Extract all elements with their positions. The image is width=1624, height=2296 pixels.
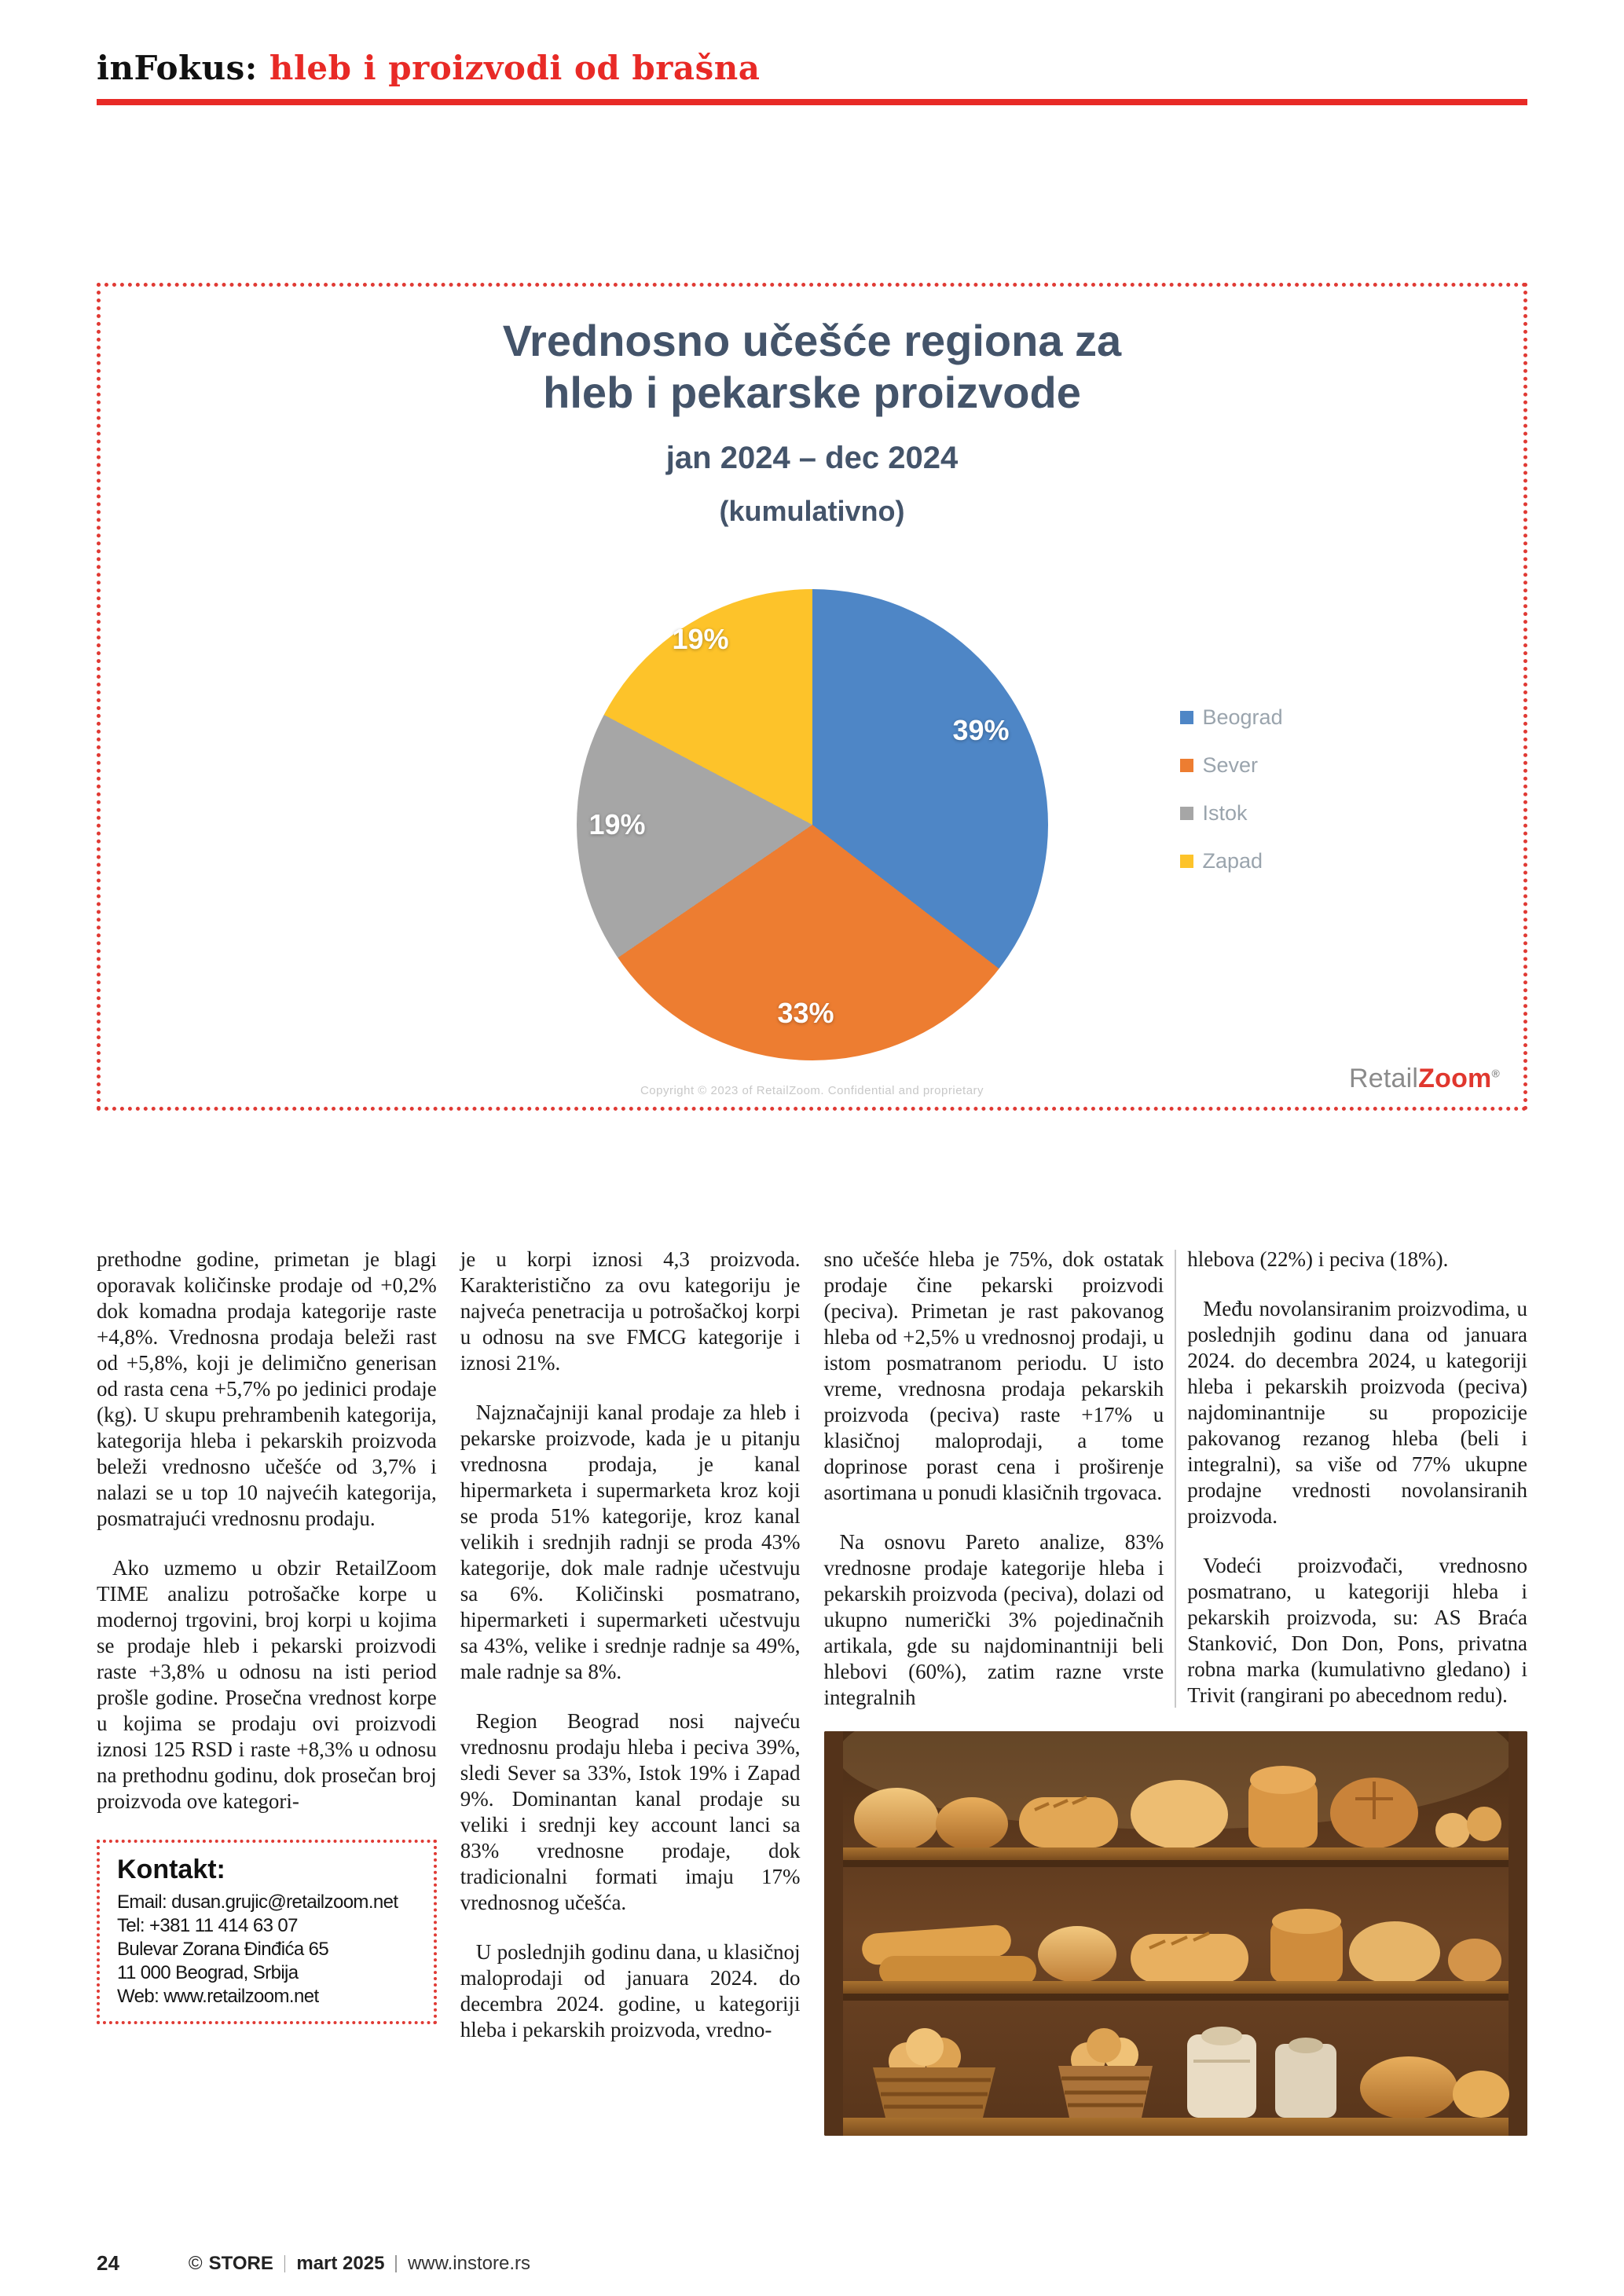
page-title-topic: hleb i proizvodi od brašna (257, 49, 761, 87)
chart-subtitle: jan 2024 – dec 2024 (665, 441, 959, 476)
legend-swatch (1180, 855, 1193, 868)
chart-panel (97, 283, 1527, 1111)
page-footer (97, 2251, 1527, 2276)
article-column-3 (824, 1247, 1164, 1711)
paragraph: Vodeći proizvođači, vrednosno posmatrano, u kategoriji hleba i pekarskih proizvoda, su: AS Braća Stanković, Don Don, Pons, privatna robna marka (kumulativno gledano) i Trivit (rangirani po abecednom redu). (1187, 1554, 1527, 1708)
page-title-prefix: inFokus: (97, 49, 258, 87)
footer-brand: STORE (208, 2252, 273, 2274)
chart-footnote: Copyright © 2023 of RetailZoom. Confidential and proprietary (640, 1084, 984, 1098)
legend-swatch (1180, 711, 1193, 724)
pie-chart (577, 589, 1048, 1060)
footer-issue: mart 2025 (296, 2252, 385, 2274)
pie-slice-label: 33% (777, 997, 834, 1030)
paragraph: Najznačajniji kanal prodaje za hleb i pekarske proizvode, kada je u pitanju vrednosna prodaja, je kanal hipermarketa i supermarketa kroz koji se proda 51% kategorije, kroz kanal velikih i srednjih radnji se proda 43% kategorije, dok male radnje učestvuju sa 6%. Količinski posmatrano, hipermarketi i supermarketi učestvuju sa 43%, velike i srednje radnje sa 49%, male radnje sa 8%. (460, 1401, 801, 1684)
bakery-photo-cell (824, 1731, 1528, 2136)
legend-swatch (1180, 807, 1193, 820)
legend-item (1180, 753, 1283, 778)
article-body (97, 1247, 1527, 2136)
chart-legend (1180, 705, 1283, 873)
footer-website: www.instore.rs (407, 2252, 530, 2274)
contact-box (97, 1840, 437, 2024)
footer-divider (395, 2255, 397, 2272)
paragraph: je u korpi iznosi 4,3 proizvoda. Karakteristično za ovu kategoriju je najveća penetracija u potrošačkoj korpi u odnosu na sve FMCG kategorije i iznosi 21%. (460, 1247, 801, 1375)
legend-item (1180, 705, 1283, 730)
contact-address: Bulevar Zorana Đinđića 65 (117, 1939, 329, 1961)
pie-slice-label: 19% (672, 623, 729, 656)
pie-slice-label: 19% (588, 808, 646, 841)
legend-label: Sever (1202, 753, 1259, 778)
paragraph: Na osnovu Pareto analize, 83% vrednosne prodaje kategorije hleba i pekarskih proizvoda (peciva), dolazi od ukupno numerički 3% pojedinačnih artikala, gde su najdominantniji beli hlebovi (60%), zatim razne vrste integralnih (823, 1530, 1164, 1710)
paragraph: hlebova (22%) i peciva (18%). (1187, 1247, 1449, 1272)
legend-label: Zapad (1202, 849, 1263, 873)
paragraph: sno učešće hleba je 75%, dok ostatak prodaje čine pekarski proizvodi (peciva). Primetan je rast pakovanog hleba od +2,5% u vrednosnoj prodaji, u istom posmatranom periodu. U isto vreme, vrednosna prodaja pekarskih proizvoda (peciva) raste +17% u klasičnoj maloprodaji, a tome doprinose porast cena i proširenje asortimana u ponudi klasičnih trgovaca. (823, 1247, 1164, 1505)
pie-slice-label: 39% (952, 714, 1010, 747)
paragraph: Region Beograd nosi najveću vrednosnu prodaju hleba i peciva 39%, sledi Sever sa 33%, Istok 19% i Zapad 9%. Dominantan kanal prodaje su veliki i srednji key account lanci sa 83% vrednosne prodaje, dok tradicionalni formati imaju 17% vrednosnog učešća. (460, 1709, 801, 1915)
pie-wrap (577, 589, 1048, 1060)
legend-swatch (1180, 759, 1193, 772)
contact-web: Web: www.retailzoom.net (117, 1986, 319, 2008)
retailzoom-logo: RetailZoom® (1349, 1064, 1500, 1094)
chart-title: Vrednosno učešće regiona za hleb i pekarske proizvode (502, 316, 1122, 418)
legend-item (1180, 849, 1283, 873)
contact-email: Email: dusan.grujic@retailzoom.net (117, 1891, 398, 1913)
page-number: 24 (97, 2251, 119, 2275)
paragraph: prethodne godine, primetan je blagi oporavak količinske prodaje od +0,2% dok komadna prodaja kategorije raste +4,8%. Vrednosna prodaja beleži rast od +5,8%, koji je delimično generisan od rasta cena +5,7% po jedinici prodaje (kg). U skupu prehrambenih kategorija, kategorija hleba i pekarskih proizvoda beleži vrednosno učešće od 3,7% i nalazi se u top 10 najvećih kategorija, posmatrajući vrednosnu prodaju. (97, 1247, 437, 1531)
legend-item (1180, 801, 1283, 826)
chart-note: (kumulativno) (719, 495, 905, 528)
paragraph: Među novolansiranim proizvodima, u poslednjih godinu dana od januara 2024. do decembra 2024, u kategoriji hleba i pekarskih proizvoda (peciva) najdominantnije su propozicije pakovanog rezanog hleba (beli i integralni), sa više od 77% ukupne prodajne vrednosti novolansiranih proizvoda. (1187, 1297, 1527, 1529)
page-title (97, 50, 1527, 86)
store-logo-icon: © (188, 2252, 203, 2274)
paragraph: U poslednjih godinu dana, u klasičnoj maloprodaji od januara 2024. do decembra 2024. godine, u kategoriji hleba i pekarskih proizvoda, vredno- (460, 1940, 801, 2042)
legend-label: Beograd (1202, 705, 1283, 730)
article-column-1 (97, 1247, 437, 2136)
paragraph: Ako uzmemo u obzir RetailZoom TIME analizu potrošačke korpe u modernoj trgovini, broj korpi u kojima se prodaje hleb i pekarski proizvodi raste +3,8% u odnosu na isti period prošle godine. Prosečna vrednost korpe u kojima se prodaju ovi proizvodi iznosi 125 RSD i raste +8,3% u odnosu na prethodnu godinu, dok prosečan broj proizvoda ove kategori- (97, 1556, 437, 1814)
contact-city: 11 000 Beograd, Srbija (117, 1962, 299, 1984)
pie-chart-area (101, 589, 1523, 1060)
contact-heading: Kontakt: (117, 1855, 225, 1885)
masthead (97, 50, 1527, 105)
contact-phone: Tel: +381 11 414 63 07 (117, 1915, 298, 1937)
article-column-2 (460, 1247, 801, 2136)
footer-divider (284, 2255, 286, 2272)
bakery-photo (824, 1731, 1527, 2136)
article-column-4 (1187, 1247, 1527, 1711)
red-rule (97, 99, 1527, 105)
legend-label: Istok (1202, 801, 1248, 826)
